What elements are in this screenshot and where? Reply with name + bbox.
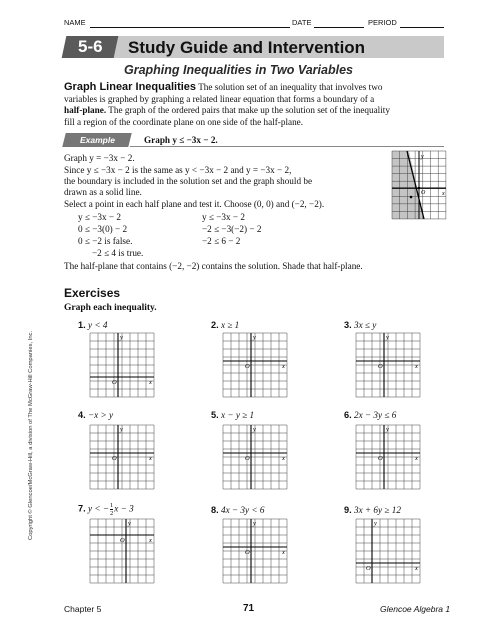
example-line-2: Since y ≤ −3x − 2 is the same as y < −3x − 2 and y = −3x − 2, bbox=[64, 165, 292, 175]
exercise-3-grid[interactable] bbox=[355, 332, 421, 398]
example-conclusion: The half-plane that contains (−2, −2) contains the solution. Shade that half-plane. bbox=[64, 261, 363, 271]
test-left-1: y ≤ −3x − 2 bbox=[78, 212, 121, 222]
test-left-3: 0 ≤ −2 is false. bbox=[78, 236, 133, 246]
intro-text-3: The graph of the ordered pairs that make up the solution set of the inequality bbox=[108, 105, 390, 115]
origin-label: O bbox=[112, 455, 117, 462]
origin-label: O bbox=[112, 379, 117, 386]
copyright-notice: Copyright © Glencoe/McGraw-Hill, a division of The McGraw-Hill Companies, Inc. bbox=[28, 330, 34, 540]
test-right-3: −2 ≤ 6 − 2 bbox=[202, 236, 241, 246]
origin-label: O bbox=[366, 565, 371, 572]
exercise-3-label: 3. 3x ≤ y bbox=[344, 320, 377, 330]
axis-label-x: x bbox=[149, 379, 152, 386]
axis-label-x: x bbox=[149, 537, 152, 544]
footer-chapter: Chapter 5 bbox=[64, 604, 102, 614]
axis-label-x: x bbox=[282, 363, 285, 370]
origin-label: O bbox=[378, 455, 383, 462]
test-left-2: 0 ≤ −3(0) − 2 bbox=[78, 224, 128, 234]
intro-text-1: The solution set of an inequality that involves two bbox=[198, 82, 383, 92]
exercise-8-label: 8. 4x − 3y < 6 bbox=[211, 505, 265, 515]
example-graph bbox=[391, 150, 447, 220]
footer-book-title: Glencoe Algebra 1 bbox=[380, 604, 451, 614]
intro-paragraph bbox=[64, 81, 444, 128]
intro-text-2: variables is graphed by graphing a related linear equation that forms a boundary of a bbox=[64, 93, 375, 104]
date-label: DATE bbox=[292, 18, 312, 27]
axis-label-y: y bbox=[386, 426, 389, 433]
origin-label: O bbox=[120, 537, 125, 544]
example-tab: Example bbox=[62, 133, 131, 147]
exercise-4-grid[interactable] bbox=[89, 424, 155, 490]
example-line-5: Select a point in each half plane and test it. Choose (0, 0) and (−2, −2). bbox=[64, 199, 325, 209]
exercise-7-grid[interactable] bbox=[89, 518, 155, 584]
intro-text-4: fill a region of the coordinate plane on one side of the half-plane. bbox=[64, 116, 304, 127]
example-origin: O bbox=[421, 190, 426, 196]
name-field-line[interactable] bbox=[90, 27, 290, 28]
exercise-1-label: 1. y < 4 bbox=[78, 320, 108, 330]
exercise-6-label: 6. 2x − 3y ≤ 6 bbox=[344, 410, 397, 420]
exercise-4-label: 4. −x > y bbox=[78, 410, 114, 420]
exercise-2-grid[interactable] bbox=[222, 332, 288, 398]
exercise-8-grid[interactable] bbox=[222, 518, 288, 584]
example-title: Graph y ≤ −3x − 2. bbox=[144, 135, 218, 145]
example-axis-x: x bbox=[442, 191, 445, 197]
exercise-6-grid[interactable] bbox=[355, 424, 421, 490]
lesson-number-tab: 5-6 bbox=[62, 36, 119, 58]
footer-page-number: 71 bbox=[243, 603, 255, 614]
axis-label-y: y bbox=[386, 334, 389, 341]
exercises-heading: Exercises bbox=[64, 286, 121, 300]
origin-label: O bbox=[378, 363, 383, 370]
exercise-9-grid[interactable] bbox=[355, 518, 421, 584]
axis-label-y: y bbox=[120, 426, 123, 433]
axis-label-y: y bbox=[253, 334, 256, 341]
axis-label-y: y bbox=[128, 520, 131, 527]
exercise-7-label: 7. y < − $\frac{1}{2}$ x − 3 bbox=[78, 502, 134, 517]
exercise-2-label: 2. x ≥ 1 bbox=[211, 320, 240, 330]
example-line-1: Graph y = −3x − 2. bbox=[64, 153, 135, 163]
exercise-5-grid[interactable] bbox=[222, 424, 288, 490]
axis-label-x: x bbox=[149, 455, 152, 462]
example-axis-y: y bbox=[421, 154, 424, 160]
example-line-4: drawn as a solid line. bbox=[64, 187, 142, 197]
exercises-instruction: Graph each inequality. bbox=[64, 303, 157, 313]
axis-label-y: y bbox=[253, 520, 256, 527]
axis-label-x: x bbox=[282, 549, 285, 556]
axis-label-x: x bbox=[415, 455, 418, 462]
example-line-3: the boundary is included in the solution set and the graph should be bbox=[64, 176, 313, 186]
exercise-9-label: 9. 3x + 6y ≥ 12 bbox=[344, 505, 401, 515]
origin-label: O bbox=[245, 455, 250, 462]
intro-heading: Graph Linear Inequalities bbox=[64, 81, 197, 93]
period-label: PERIOD bbox=[368, 18, 397, 27]
axis-label-y: y bbox=[374, 520, 377, 527]
origin-label: O bbox=[245, 549, 250, 556]
page-title: Study Guide and Intervention bbox=[128, 38, 366, 57]
test-right-4: −2 ≤ 4 is true. bbox=[92, 248, 144, 258]
test-right-2: −2 ≤ −3(−2) − 2 bbox=[202, 224, 262, 234]
axis-label-x: x bbox=[282, 455, 285, 462]
exercise-5-label: 5. x − y ≥ 1 bbox=[211, 410, 255, 420]
axis-label-x: x bbox=[415, 565, 418, 572]
test-right-1: y ≤ −3x − 2 bbox=[202, 212, 245, 222]
origin-label: O bbox=[245, 363, 250, 370]
example-rule bbox=[130, 146, 444, 147]
axis-label-y: y bbox=[253, 426, 256, 433]
axis-label-x: x bbox=[415, 363, 418, 370]
page-subtitle: Graphing Inequalities in Two Variables bbox=[124, 63, 353, 77]
intro-term: half-plane. bbox=[64, 105, 107, 115]
axis-label-y: y bbox=[120, 334, 123, 341]
date-field-line[interactable] bbox=[314, 27, 364, 28]
name-label: NAME bbox=[64, 18, 86, 27]
exercise-1-grid[interactable] bbox=[89, 332, 155, 398]
period-field-line[interactable] bbox=[400, 27, 444, 28]
